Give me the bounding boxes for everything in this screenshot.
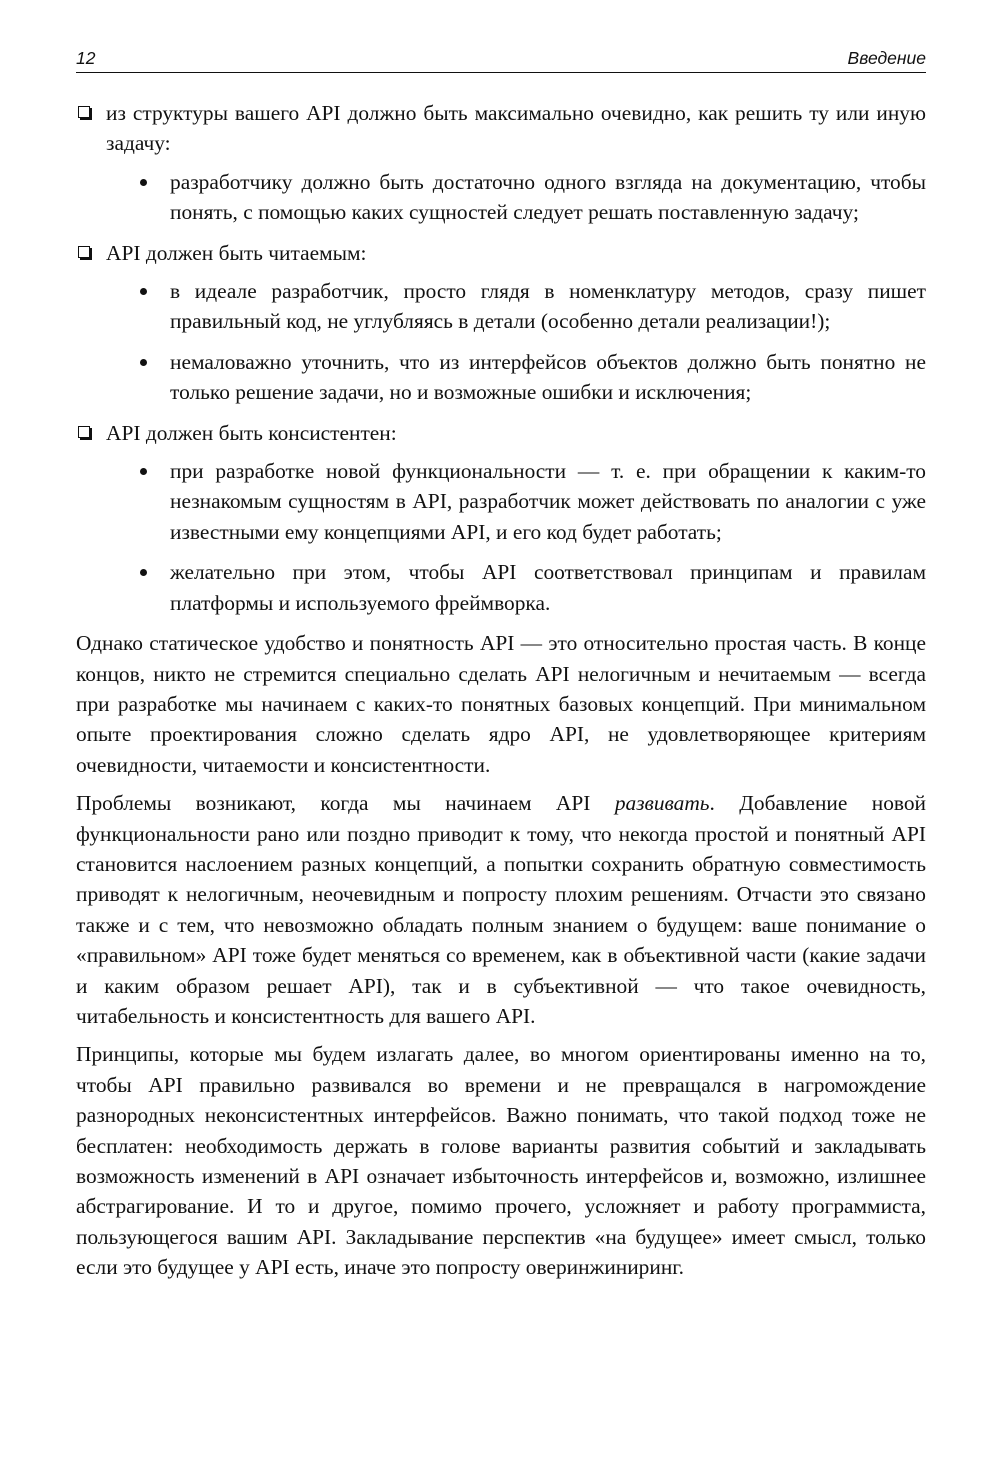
sub-list	[106, 276, 926, 408]
sub-list-item	[138, 276, 926, 337]
list-item-text: из структуры вашего API должно быть максимально очевидно, как решить ту или иную задачу:	[106, 101, 926, 156]
sub-list-item	[138, 347, 926, 408]
bullet-icon	[140, 359, 147, 366]
checkbox-square-icon	[78, 106, 90, 118]
paragraph-principles: Принципы, которые мы будем излагать далее, во многом ориентированы именно на то, чтобы API правильно развивался во времени и не превращался в нагромождение разнородных неконсистентных интерфейсов. Важно понимать, что такой подход тоже не бесплатен: необходимость держать в голове варианты развития событий и закладывать возможность изменений в API означает избыточность интерфейсов и, возможно, излишнее абстрагирование. И то и другое, помимо прочего, усложняет и работу программиста, пользующегося вашим API. Закладывание перспектив «на будущее» имеет смысл, только если это будущее у API есть, иначе это попросту оверинжиниринг.	[76, 1042, 926, 1280]
sub-list-item	[138, 167, 926, 228]
checkbox-square-icon	[78, 426, 90, 438]
paragraph-static-usability: Однако статическое удобство и понятность API — это относительно простая часть. В конце концов, никто не стремится специально сделать API нелогичным и нечитаемым — всегда при разработке мы начинаем с каких-то понятных базовых концепций. При минимальном опыте проектирования сложно сделать ядро API, не удовлетворяющее критериям очевидности, читаемости и консистентности.	[76, 631, 926, 777]
sub-list	[106, 167, 926, 228]
bullet-icon	[140, 179, 147, 186]
sub-list	[106, 456, 926, 618]
sub-list-item-text: немаловажно уточнить, что из интерфейсов объектов должно быть понятно не только решение задачи, но и возможные ошибки и исключения;	[170, 349, 926, 405]
list-item	[76, 418, 926, 618]
sub-list-item	[138, 456, 926, 547]
checkbox-square-icon	[78, 246, 90, 258]
list-item	[76, 98, 926, 228]
list-item-text: API должен быть читаемым:	[106, 240, 367, 265]
running-header	[76, 44, 926, 73]
list-item-text: API должен быть консистентен:	[106, 420, 397, 445]
chapter-title: Введение	[847, 48, 926, 68]
list-item	[76, 238, 926, 408]
bullet-icon	[140, 569, 147, 576]
paragraph-text: . Добавление новой функциональности рано или поздно приводит к тому, что некогда простой и понятный API становится наслоением разных концепций, а попытки сохранить обратную совместимость приводят к нелогичным, неочевидным и попросту плохим решениям. Отчасти это связано также и с тем, что невозможно обладать полным знанием о будущем: ваше понимание о «правильном» API тоже будет меняться со временем, как в объективной части (какие задачи и каким образом решает API), так и в субъективной — что такое очевидность, читабельность и консистентность для вашего API.	[76, 791, 926, 1028]
emphasis-text: развивать	[614, 791, 710, 816]
sub-list-item-text: в идеале разработчик, просто глядя в номенклатуру методов, сразу пишет правильный код, не углубляясь в детали (особенно детали реализации!);	[170, 279, 926, 334]
bullet-icon	[140, 468, 147, 475]
page-number: 12	[76, 48, 96, 68]
sub-list-item	[138, 557, 926, 618]
sub-list-item-text: при разработке новой функциональности — т. е. при обращении к каким-то незнакомым сущностям в API, разработчик может действовать по аналогии с уже известными ему концепциями API, и его код будет работать;	[170, 459, 926, 544]
sub-list-item-text: разработчику должно быть достаточно одного взгляда на документацию, чтобы понять, с помощью каких сущностей следует решать поставленную задачу;	[170, 169, 926, 225]
paragraph-api-evolution	[76, 788, 926, 1031]
paragraph-text: Проблемы возникают, когда мы начинаем API	[76, 791, 615, 816]
page-content	[76, 98, 926, 1291]
sub-list-item-text: желательно при этом, чтобы API соответствовал принципам и правилам платформы и используемого фреймворка.	[170, 560, 926, 615]
bullet-icon	[140, 288, 147, 295]
